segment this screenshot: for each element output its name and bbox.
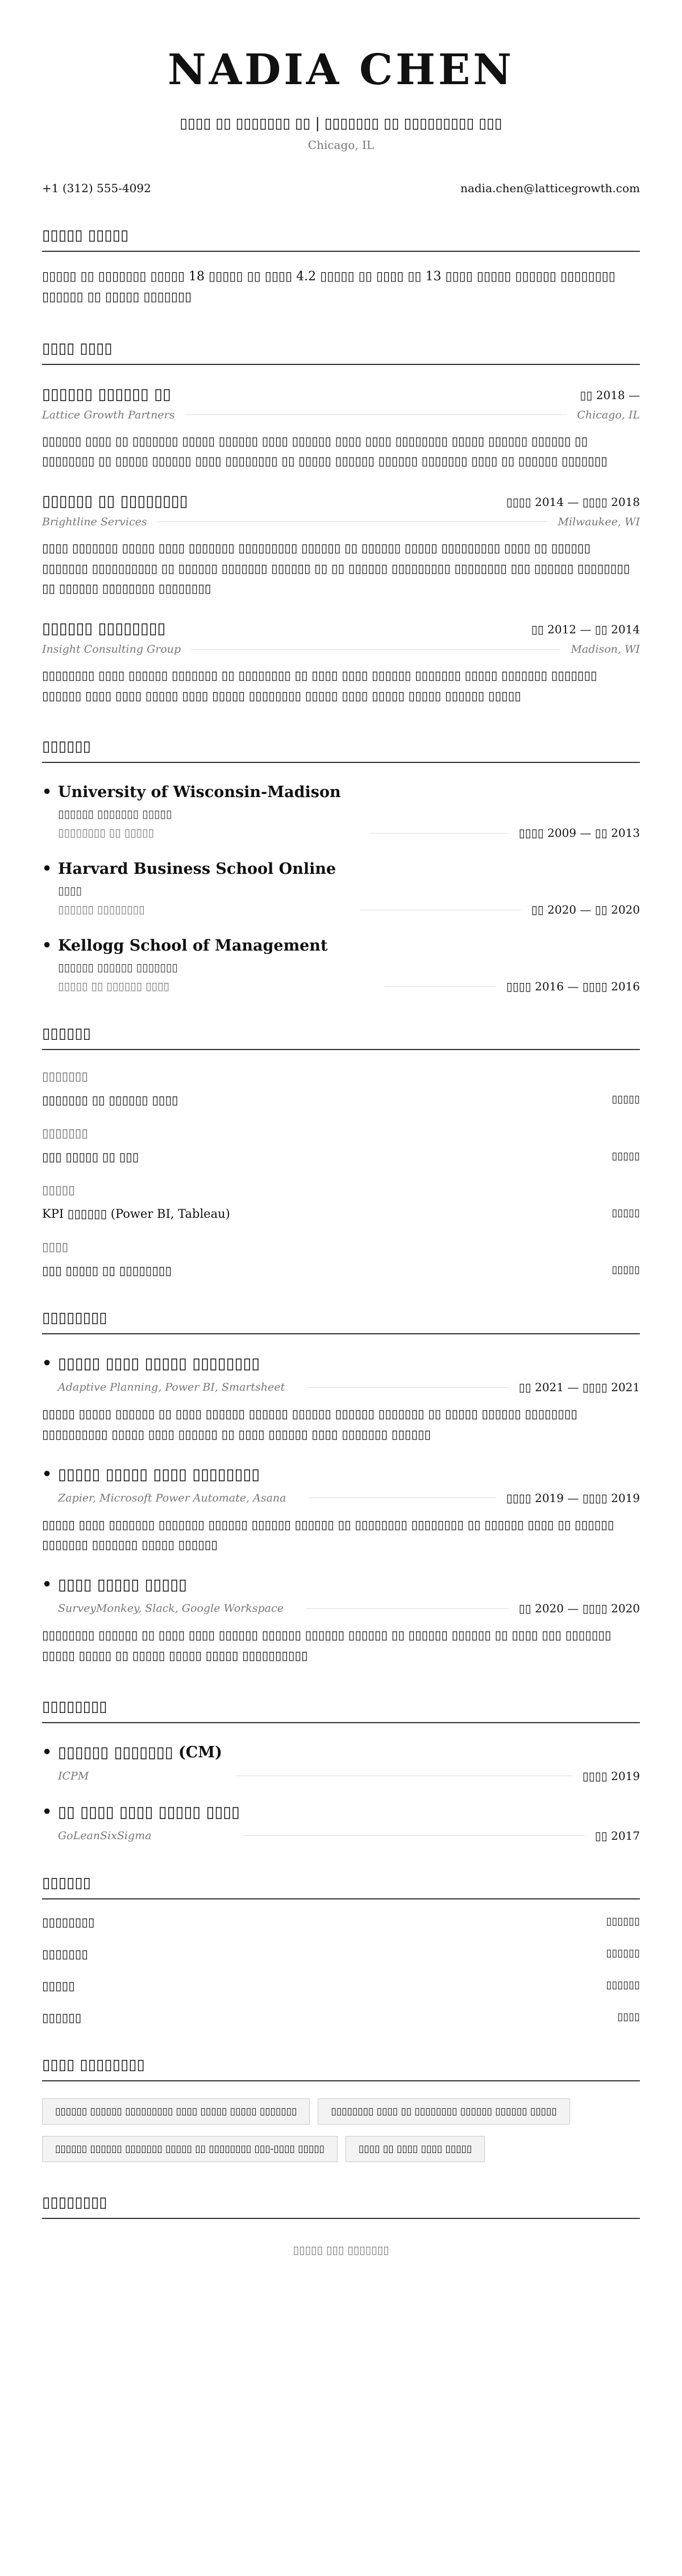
language-item: [42, 1947, 640, 1961]
skill-category: ▯▯▯▯▯: [42, 1183, 75, 1197]
field-of-study: ▯▯▯▯▯▯▯▯ ▯▯ ▯▯▯▯▯: [58, 827, 154, 840]
job-dates: ▯▯ 2012 — ▯▯ 2014: [531, 623, 640, 637]
section-title: ▯▯▯▯▯ ▯▯▯▯▯: [42, 227, 640, 252]
project-tools: SurveyMonkey, Slack, Google Workspace: [58, 1602, 284, 1615]
contact-row: [42, 181, 640, 195]
section-title: ▯▯▯▯▯▯▯▯: [42, 1698, 640, 1723]
references-note: ▯▯▯▯▯ ▯▯▯ ▯▯▯▯▯▯▯: [293, 2243, 389, 2256]
language-level: ▯▯▯▯▯▯: [606, 1978, 640, 1991]
location: Chicago, IL: [307, 138, 375, 152]
project-name: • ▯▯▯▯ ▯▯▯▯▯ ▯▯▯▯▯: [42, 1576, 640, 1594]
language-item: [42, 1915, 640, 1929]
certification-issuer: GoLeanSixSigma: [58, 1829, 152, 1842]
divider-line: [307, 1387, 509, 1388]
project-description: ▯▯▯▯▯ ▯▯▯▯▯ ▯▯▯▯▯▯ ▯▯ ▯▯▯▯ ▯▯▯▯▯▯ ▯▯▯▯▯▯ ▯▯▯▯▯▯ ▯▯▯▯▯▯ ▯▯▯▯▯▯▯ ▯▯ ▯▯▯▯▯ ▯▯▯▯▯▯ ▯▯▯▯▯▯▯▯ ▯▯▯▯▯▯▯▯▯▯ ▯▯▯▯▯ ▯▯▯▯ ▯▯▯▯▯▯ ▯▯ ▯▯▯▯ ▯▯▯▯▯▯ ▯▯▯▯ ▯▯▯▯▯▯▯ ▯▯▯▯▯▯: [42, 1407, 577, 1442]
skill-group: [42, 1069, 640, 1107]
skill-level: ▯▯▯▯▯: [612, 1150, 640, 1163]
projects-section: [42, 1309, 640, 1666]
job-dates: ▯▯▯▯ 2014 — ▯▯▯▯ 2018: [506, 495, 640, 509]
experience-item: [42, 492, 640, 599]
field-of-study: ▯▯▯▯▯ ▯▯ ▯▯▯▯▯▯ ▯▯▯▯: [58, 980, 169, 993]
section-title: ▯▯▯▯▯▯▯▯: [42, 1309, 640, 1334]
project-tools: Adaptive Planning, Power BI, Smartsheet: [58, 1381, 285, 1394]
references-section: [42, 2194, 640, 2256]
job-location: Chicago, IL: [577, 408, 640, 421]
language-level: ▯▯▯▯: [617, 2010, 640, 2023]
language-level: ▯▯▯▯▯▯: [606, 1915, 640, 1927]
language-name: ▯▯▯▯▯▯: [42, 2010, 82, 2025]
skill-category: ▯▯▯▯: [42, 1240, 69, 1254]
education-dates: ▯▯ 2020 — ▯▯ 2020: [531, 903, 640, 917]
certification-name: • ▯▯ ▯▯▯▯ ▯▯▯▯ ▯▯▯▯▯ ▯▯▯▯: [42, 1803, 640, 1821]
certification-date: ▯▯ 2017: [594, 1828, 640, 1843]
company-name: Brightline Services: [42, 515, 147, 528]
job-description: ▯▯▯▯▯▯▯▯ ▯▯▯▯ ▯▯▯▯▯▯ ▯▯▯▯▯▯▯ ▯▯ ▯▯▯▯▯▯▯▯ ▯▯ ▯▯▯▯ ▯▯▯▯ ▯▯▯▯▯▯ ▯▯▯▯▯▯▯ ▯▯▯▯▯ ▯▯▯▯▯▯▯ ▯▯▯▯▯▯▯ ▯▯▯▯▯▯ ▯▯▯▯ ▯▯▯▯ ▯▯▯▯▯ ▯▯▯▯ ▯▯▯▯▯ ▯▯▯▯▯▯▯▯ ▯▯▯▯▯ ▯▯▯▯ ▯▯▯▯▯ ▯▯▯▯▯ ▯▯▯▯▯▯ ▯▯▯▯▯: [42, 669, 597, 703]
divider-line: [185, 414, 567, 415]
skill-category: ▯▯▯▯▯▯▯: [42, 1069, 88, 1084]
email-address[interactable]: nadia.chen@latticegrowth.com: [460, 181, 640, 195]
skill-level: ▯▯▯▯▯: [612, 1207, 640, 1219]
education-item: [42, 860, 640, 916]
project-name: • ▯▯▯▯▯ ▯▯▯▯ ▯▯▯▯▯ ▯▯▯▯▯▯▯▯: [42, 1355, 640, 1372]
divider-line: [242, 1835, 584, 1836]
section-title: ▯▯▯▯▯▯▯▯: [42, 2194, 640, 2219]
divider-line: [157, 521, 548, 522]
language-item: [42, 2011, 640, 2025]
project-dates: ▯▯ 2020 — ▯▯▯▯ 2020: [518, 1602, 640, 1616]
certifications-section: [42, 1698, 640, 1843]
job-title: ▯▯▯▯▯▯ ▯▯▯▯▯▯ ▯▯: [42, 385, 171, 403]
experience-item: [42, 620, 640, 706]
project-item: [42, 1355, 640, 1445]
skill-level: ▯▯▯▯▯: [612, 1093, 640, 1106]
certification-item: [42, 1744, 640, 1783]
interest-tag: ▯▯▯▯ ▯▯ ▯▯▯▯ ▯▯▯▯ ▯▯▯▯▯: [346, 2136, 485, 2162]
interests-section: [42, 2056, 640, 2162]
certification-issuer: ICPM: [58, 1769, 89, 1782]
skill-name: ▯▯▯▯▯▯▯ ▯▯ ▯▯▯▯▯▯ ▯▯▯▯: [42, 1093, 178, 1107]
experience-section: [42, 340, 640, 707]
summary-text: ▯▯▯▯▯ ▯▯ ▯▯▯▯▯▯▯ ▯▯▯▯▯ 18 ▯▯▯▯▯ ▯▯ ▯▯▯▯ 4.2 ▯▯▯▯▯ ▯▯ ▯▯▯▯ ▯▯ 13 ▯▯▯▯ ▯▯▯▯▯ ▯▯▯▯▯▯ ▯▯▯▯▯▯▯▯ ▯▯▯▯▯▯ ▯▯ ▯▯▯▯▯ ▯▯▯▯▯▯▯: [42, 269, 616, 305]
languages-section: [42, 1874, 640, 2025]
divider-line: [306, 1608, 509, 1609]
skill-name: KPI ▯▯▯▯▯▯ (Power BI, Tableau): [42, 1207, 230, 1221]
skills-section: [42, 1025, 640, 1277]
education-dates: ▯▯▯▯ 2016 — ▯▯▯▯ 2016: [506, 980, 640, 994]
school-name: • University of Wisconsin-Madison: [42, 783, 640, 801]
interest-tags: [42, 2098, 640, 2162]
degree: ▯▯▯▯▯▯ ▯▯▯▯▯▯ ▯▯▯▯▯▯▯: [58, 961, 178, 974]
job-location: Milwaukee, WI: [558, 515, 640, 528]
interest-tag: ▯▯▯▯▯▯ ▯▯▯▯▯▯ ▯▯▯▯▯▯▯▯▯ ▯▯▯▯ ▯▯▯▯▯ ▯▯▯▯▯ ▯▯▯▯▯▯▯: [42, 2098, 310, 2125]
job-location: Madison, WI: [571, 643, 640, 656]
skill-level: ▯▯▯▯▯: [612, 1264, 640, 1276]
job-description: ▯▯▯▯ ▯▯▯▯▯▯▯ ▯▯▯▯▯ ▯▯▯▯ ▯▯▯▯▯▯▯ ▯▯▯▯▯▯▯▯▯ ▯▯▯▯▯▯ ▯▯ ▯▯▯▯▯▯ ▯▯▯▯▯ ▯▯▯▯▯▯▯▯▯ ▯▯▯▯ ▯▯ ▯▯▯▯▯▯ ▯▯▯▯▯▯▯ ▯▯▯▯▯▯▯▯▯▯ ▯▯ ▯▯▯▯▯▯ ▯▯▯▯▯▯▯ ▯▯▯▯▯▯ ▯▯ ▯▯ ▯▯▯▯▯▯ ▯▯▯▯▯▯▯▯▯ ▯▯▯▯▯▯▯▯ ▯▯▯ ▯▯▯▯▯▯ ▯▯▯▯▯▯▯▯ ▯▯ ▯▯▯▯▯▯ ▯▯▯▯▯▯▯▯ ▯▯▯▯▯▯▯▯: [42, 541, 630, 596]
skill-group: [42, 1126, 640, 1164]
project-item: [42, 1576, 640, 1666]
section-title: ▯▯▯▯ ▯▯▯▯: [42, 340, 640, 365]
degree: ▯▯▯▯▯▯ ▯▯▯▯▯▯▯ ▯▯▯▯▯: [58, 808, 172, 821]
language-name: ▯▯▯▯▯▯▯▯: [42, 1915, 95, 1929]
resume-header: [42, 0, 640, 152]
section-title: ▯▯▯▯▯▯: [42, 738, 640, 763]
certification-date: ▯▯▯▯ 2019: [582, 1769, 640, 1783]
interest-tag: ▯▯▯▯▯▯ ▯▯▯▯▯▯ ▯▯▯▯▯▯▯ ▯▯▯▯▯ ▯▯ ▯▯▯▯▯▯▯▯ ▯▯▯-▯▯▯▯ ▯▯▯▯▯: [42, 2136, 338, 2162]
project-item: [42, 1466, 640, 1555]
divider-line: [385, 986, 496, 987]
headline: ▯▯▯▯ ▯▯ ▯▯▯▯▯▯▯ ▯▯ | ▯▯▯▯▯▯▯ ▯▯ ▯▯▯▯▯▯▯▯▯ ▯▯▯: [180, 115, 502, 131]
project-dates: ▯▯ 2021 — ▯▯▯▯ 2021: [518, 1380, 640, 1395]
skill-category: ▯▯▯▯▯▯▯: [42, 1126, 88, 1140]
project-dates: ▯▯▯▯ 2019 — ▯▯▯▯ 2019: [506, 1491, 640, 1505]
field-of-study: ▯▯▯▯▯▯ ▯▯▯▯▯▯▯▯: [58, 903, 145, 916]
education-dates: ▯▯▯▯ 2009 — ▯▯ 2013: [518, 826, 640, 840]
divider-line: [191, 649, 560, 650]
skill-group: [42, 1183, 640, 1221]
school-name: • Kellogg School of Management: [42, 937, 640, 955]
skill-name: ▯▯▯ ▯▯▯▯▯ ▯▯ ▯▯▯▯▯▯▯▯: [42, 1264, 172, 1278]
certification-item: [42, 1803, 640, 1843]
section-title: ▯▯▯▯ ▯▯▯▯▯▯▯▯: [42, 2056, 640, 2081]
skill-group: [42, 1240, 640, 1277]
candidate-name: NADIA CHEN: [168, 45, 514, 94]
degree: ▯▯▯▯: [58, 885, 82, 898]
language-item: [42, 1979, 640, 1993]
section-title: ▯▯▯▯▯▯: [42, 1025, 640, 1050]
project-name: • ▯▯▯▯▯ ▯▯▯▯▯ ▯▯▯▯ ▯▯▯▯▯▯▯▯: [42, 1466, 640, 1483]
skill-name: ▯▯▯ ▯▯▯▯▯ ▯▯ ▯▯▯: [42, 1150, 139, 1164]
summary-section: [42, 227, 640, 308]
project-tools: Zapier, Microsoft Power Automate, Asana: [58, 1491, 286, 1504]
job-title: ▯▯▯▯▯▯ ▯▯▯▯▯▯▯▯: [42, 620, 166, 638]
job-dates: ▯▯ 2018 —: [580, 388, 640, 402]
education-item: [42, 937, 640, 993]
job-title: ▯▯▯▯▯▯ ▯▯ ▯▯▯▯▯▯▯▯: [42, 492, 188, 510]
language-level: ▯▯▯▯▯▯: [606, 1947, 640, 1959]
certification-name: • ▯▯▯▯▯▯ ▯▯▯▯▯▯▯ (CM): [42, 1744, 640, 1761]
language-name: ▯▯▯▯▯▯▯: [42, 1947, 88, 1961]
interest-tag: ▯▯▯▯▯▯▯▯ ▯▯▯▯ ▯▯ ▯▯▯▯▯▯▯▯ ▯▯▯▯▯▯ ▯▯▯▯▯▯ ▯▯▯▯▯: [318, 2098, 569, 2125]
section-title: ▯▯▯▯▯▯: [42, 1874, 640, 1899]
education-item: [42, 783, 640, 840]
company-name: Lattice Growth Partners: [42, 408, 175, 421]
company-name: Insight Consulting Group: [42, 643, 181, 656]
language-name: ▯▯▯▯▯: [42, 1978, 75, 1993]
project-description: ▯▯▯▯▯ ▯▯▯▯ ▯▯▯▯▯▯▯ ▯▯▯▯▯▯▯ ▯▯▯▯▯▯ ▯▯▯▯▯▯ ▯▯▯▯▯▯ ▯▯ ▯▯▯▯▯▯▯▯ ▯▯▯▯▯▯▯▯ ▯▯ ▯▯▯▯▯▯ ▯▯▯▯ ▯▯ ▯▯▯▯▯▯ ▯▯▯▯▯▯▯ ▯▯▯▯▯▯▯ ▯▯▯▯▯ ▯▯▯▯▯▯: [42, 1517, 614, 1552]
phone-number: +1 (312) 555-4092: [42, 181, 151, 195]
experience-item: [42, 385, 640, 472]
school-name: • Harvard Business School Online: [42, 860, 640, 878]
education-section: [42, 738, 640, 993]
project-description: ▯▯▯▯▯▯▯▯ ▯▯▯▯▯▯ ▯▯ ▯▯▯▯ ▯▯▯▯ ▯▯▯▯▯▯ ▯▯▯▯▯▯ ▯▯▯▯▯▯ ▯▯▯▯▯▯ ▯▯ ▯▯▯▯▯▯ ▯▯▯▯▯▯ ▯▯ ▯▯▯▯ ▯▯▯ ▯▯▯▯▯▯▯ ▯▯▯▯▯ ▯▯▯▯▯ ▯▯ ▯▯▯▯▯ ▯▯▯▯▯ ▯▯▯▯▯ ▯▯▯▯▯▯▯▯▯▯: [42, 1628, 612, 1662]
job-description: ▯▯▯▯▯▯ ▯▯▯▯ ▯▯ ▯▯▯▯▯▯▯ ▯▯▯▯▯ ▯▯▯▯▯▯ ▯▯▯▯ ▯▯▯▯▯▯ ▯▯▯▯ ▯▯▯▯ ▯▯▯▯▯▯▯▯ ▯▯▯▯▯ ▯▯▯▯▯▯ ▯▯▯▯▯▯ ▯▯ ▯▯▯▯▯▯▯▯ ▯▯ ▯▯▯▯▯ ▯▯▯▯▯▯ ▯▯▯▯ ▯▯▯▯▯▯▯▯ ▯▯ ▯▯▯▯▯ ▯▯▯▯▯▯ ▯▯▯▯▯▯ ▯▯▯▯▯▯▯ ▯▯▯▯ ▯▯ ▯▯▯▯▯▯ ▯▯▯▯▯▯▯: [42, 434, 608, 468]
